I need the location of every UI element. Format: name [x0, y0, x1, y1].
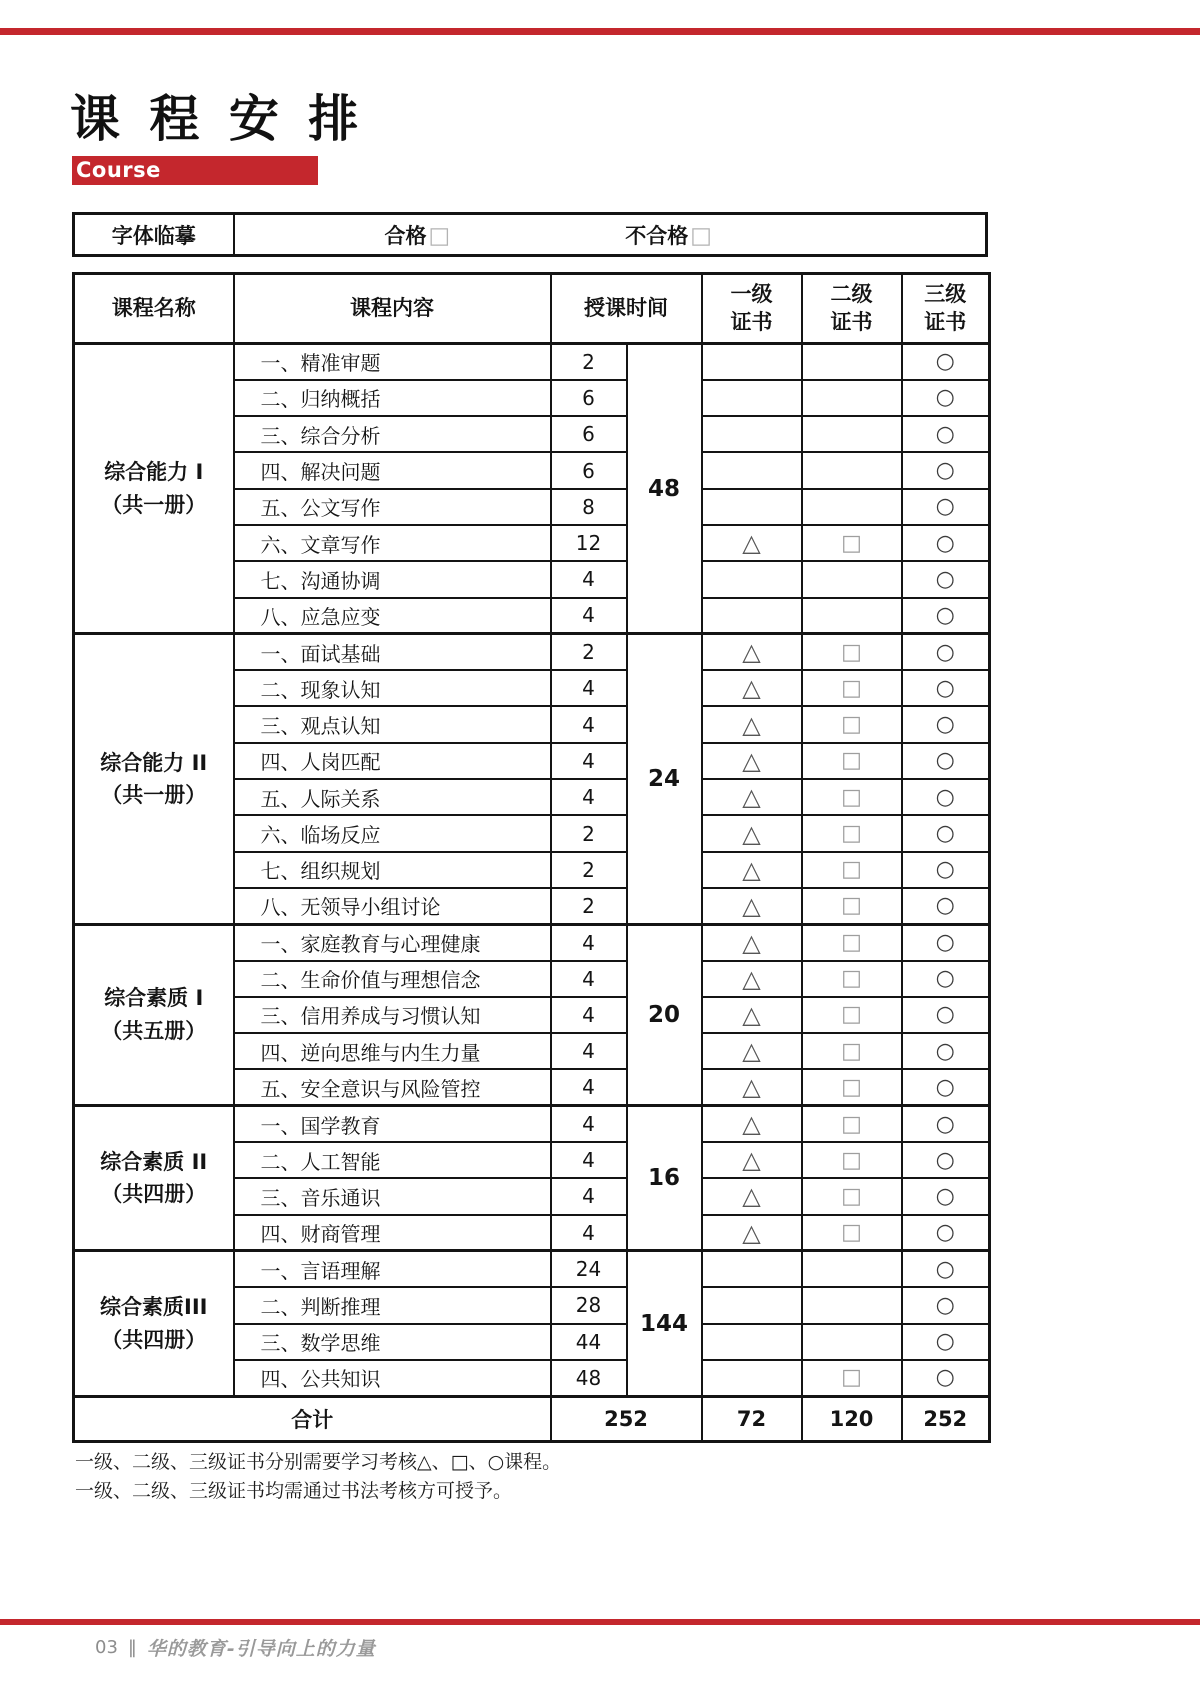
triangle-symbol: △: [742, 1146, 761, 1175]
section-name: [74, 344, 234, 634]
cert-cell-cert3: [902, 706, 990, 742]
cert-cell-cert2: [802, 1142, 902, 1178]
cert-cell-cert3: [902, 852, 990, 888]
cert-cell-cert2: [802, 452, 902, 488]
cert-cell-cert2: [802, 561, 902, 597]
triangle-symbol: △: [742, 891, 761, 920]
course-hours-cell: 48: [551, 1360, 627, 1396]
section-name: [74, 1251, 234, 1396]
cert-cell-cert3: [902, 997, 990, 1033]
course-hours-cell: 4: [551, 1033, 627, 1069]
cert-cell-cert2: [802, 779, 902, 815]
triangle-symbol: △: [742, 1110, 761, 1139]
circle-symbol: ○: [935, 748, 955, 774]
cert-cell-cert3: [902, 743, 990, 779]
footnote-line-1: 一级、二级、三级证书分别需要学习考核△、□、○课程。: [75, 1451, 562, 1473]
circle-symbol: ○: [935, 458, 955, 484]
footnotes: [75, 1448, 561, 1506]
course-content-cell: 三、观点认知: [234, 706, 551, 742]
triangle-symbol: △: [742, 1073, 761, 1102]
circle-symbol: ○: [935, 494, 955, 520]
cert-cell-cert1: [702, 598, 802, 634]
course-content-cell: 二、归纳概括: [234, 380, 551, 416]
cert-cell-cert2: [802, 961, 902, 997]
cert-cell-cert3: [902, 1106, 990, 1142]
pass-label: 合格: [384, 223, 427, 248]
course-hours-cell: 4: [551, 670, 627, 706]
course-hours-cell: 4: [551, 997, 627, 1033]
cert-cell-cert2: [802, 380, 902, 416]
cert-cell-cert3: [902, 1215, 990, 1251]
cert-cell-cert2: [802, 1106, 902, 1142]
cert-cell-cert1: [702, 380, 802, 416]
course-content-cell: 四、人岗匹配: [234, 743, 551, 779]
bottom-red-bar: [0, 1619, 1200, 1625]
triangle-symbol: △: [742, 746, 761, 775]
section-name-volume: （共一册）: [101, 783, 207, 808]
header-course-content: 课程内容: [234, 274, 551, 344]
section-name-volume: （共五册）: [101, 1018, 207, 1043]
fail-label: 不合格: [625, 223, 689, 248]
circle-symbol: ○: [935, 893, 955, 919]
cert-cell-cert1: [702, 489, 802, 525]
circle-symbol: ○: [935, 1111, 955, 1137]
circle-symbol: ○: [935, 1038, 955, 1064]
course-hours-cell: 6: [551, 452, 627, 488]
circle-symbol: ○: [935, 1147, 955, 1173]
circle-symbol: ○: [935, 385, 955, 411]
course-content-cell: 四、财商管理: [234, 1215, 551, 1251]
course-content-cell: 三、音乐通识: [234, 1178, 551, 1214]
circle-symbol: ○: [935, 349, 955, 375]
course-content-cell: 二、人工智能: [234, 1142, 551, 1178]
course-row: [74, 1106, 990, 1142]
cert-cell-cert2: [802, 997, 902, 1033]
cert-cell-cert3: [902, 1324, 990, 1360]
circle-symbol: ○: [935, 1183, 955, 1209]
cert-cell-cert3: [902, 1142, 990, 1178]
header-cert-level3-line2: 证书: [924, 309, 967, 334]
course-hours-cell: 4: [551, 961, 627, 997]
course-row: [74, 924, 990, 960]
circle-symbol: ○: [935, 712, 955, 738]
fail-option: [625, 220, 712, 250]
cert-cell-cert3: [902, 779, 990, 815]
cert-cell-cert1: [702, 997, 802, 1033]
circle-symbol: ○: [935, 675, 955, 701]
circle-symbol: ○: [935, 1002, 955, 1028]
course-content-cell: 五、公文写作: [234, 489, 551, 525]
total-cert-level1: 72: [702, 1396, 802, 1441]
triangle-symbol: △: [742, 964, 761, 993]
course-hours-cell: 4: [551, 1142, 627, 1178]
section-name-title: 综合素质 I: [104, 986, 204, 1011]
course-content-cell: 八、无领导小组讨论: [234, 888, 551, 924]
course-content-cell: 一、面试基础: [234, 634, 551, 670]
cert-cell-cert1: [702, 1215, 802, 1251]
fail-checkbox[interactable]: □: [690, 222, 712, 249]
cert-cell-cert3: [902, 1178, 990, 1214]
section-name: [74, 1106, 234, 1251]
total-cert-level3: 252: [902, 1396, 990, 1441]
header-cert-level3: [902, 274, 990, 344]
cert-cell-cert3: [902, 1287, 990, 1323]
cert-cell-cert2: [802, 1324, 902, 1360]
cert-cell-cert3: [902, 961, 990, 997]
cert-cell-cert3: [902, 380, 990, 416]
header-course-name: 课程名称: [74, 274, 234, 344]
footnote-line-2: 一级、二级、三级证书均需通过书法考核方可授予。: [75, 1480, 513, 1502]
course-content-cell: 六、文章写作: [234, 525, 551, 561]
page-footer: [95, 1634, 376, 1661]
course-content-cell: 七、沟通协调: [234, 561, 551, 597]
cert-cell-cert2: [802, 888, 902, 924]
course-content-cell: 五、人际关系: [234, 779, 551, 815]
cert-cell-cert1: [702, 961, 802, 997]
cert-cell-cert2: [802, 416, 902, 452]
course-content-cell: 四、解决问题: [234, 452, 551, 488]
cert-cell-cert1: [702, 670, 802, 706]
square-symbol: □: [841, 1147, 862, 1173]
cert-cell-cert3: [902, 924, 990, 960]
header-cert-level1-line2: 证书: [730, 309, 773, 334]
triangle-symbol: △: [742, 638, 761, 667]
course-hours-cell: 4: [551, 706, 627, 742]
course-hours-cell: 28: [551, 1287, 627, 1323]
course-content-cell: 一、家庭教育与心理健康: [234, 924, 551, 960]
course-content-cell: 三、综合分析: [234, 416, 551, 452]
cert-cell-cert3: [902, 598, 990, 634]
course-content-cell: 八、应急应变: [234, 598, 551, 634]
course-hours-cell: 4: [551, 1069, 627, 1105]
cert-cell-cert1: [702, 1069, 802, 1105]
section-name-title: 综合素质III: [100, 1294, 208, 1319]
cert-cell-cert3: [902, 1360, 990, 1396]
header-cert-level1: [702, 274, 802, 344]
triangle-symbol: △: [742, 1037, 761, 1066]
cert-cell-cert2: [802, 1033, 902, 1069]
cert-cell-cert3: [902, 1033, 990, 1069]
course-hours-cell: 4: [551, 598, 627, 634]
cert-cell-cert1: [702, 779, 802, 815]
cert-cell-cert2: [802, 1069, 902, 1105]
cert-cell-cert2: [802, 1251, 902, 1287]
circle-symbol: ○: [935, 1292, 955, 1318]
course-hours-cell: 4: [551, 1215, 627, 1251]
course-hours-cell: 2: [551, 815, 627, 851]
cert-cell-cert3: [902, 1251, 990, 1287]
square-symbol: □: [841, 857, 862, 883]
cert-cell-cert1: [702, 743, 802, 779]
cert-cell-cert1: [702, 344, 802, 380]
course-hours-cell: 2: [551, 852, 627, 888]
cert-cell-cert1: [702, 1178, 802, 1214]
cert-cell-cert3: [902, 416, 990, 452]
course-hours-cell: 44: [551, 1324, 627, 1360]
course-content-cell: 一、国学教育: [234, 1106, 551, 1142]
pass-option: [385, 220, 451, 250]
footer-separator: ‖: [127, 1637, 137, 1658]
cert-cell-cert1: [702, 1106, 802, 1142]
cert-cell-cert1: [702, 706, 802, 742]
section-total-hours: 144: [627, 1251, 702, 1396]
course-hours-cell: 4: [551, 924, 627, 960]
cert-cell-cert3: [902, 670, 990, 706]
square-symbol: □: [841, 712, 862, 738]
course-hours-cell: 2: [551, 344, 627, 380]
total-hours: 252: [551, 1396, 702, 1441]
square-symbol: □: [841, 639, 862, 665]
cert-cell-cert1: [702, 452, 802, 488]
triangle-symbol: △: [742, 928, 761, 957]
cert-cell-cert2: [802, 598, 902, 634]
cert-cell-cert2: [802, 525, 902, 561]
triangle-symbol: △: [742, 819, 761, 848]
course-content-cell: 一、精准审题: [234, 344, 551, 380]
course-table-header-row: [74, 274, 990, 344]
circle-symbol: ○: [935, 639, 955, 665]
course-hours-cell: 4: [551, 561, 627, 597]
page-subtitle-banner: Course Arrangement: [72, 156, 318, 185]
cert-cell-cert1: [702, 561, 802, 597]
course-hours-cell: 2: [551, 888, 627, 924]
header-cert-level2-line1: 二级: [830, 282, 873, 307]
course-content-cell: 三、信用养成与习惯认知: [234, 997, 551, 1033]
course-content-cell: 二、生命价值与理想信念: [234, 961, 551, 997]
course-content-cell: 一、言语理解: [234, 1251, 551, 1287]
course-hours-cell: 4: [551, 1178, 627, 1214]
cert-cell-cert2: [802, 815, 902, 851]
section-total-hours: 16: [627, 1106, 702, 1251]
cert-cell-cert2: [802, 670, 902, 706]
course-hours-cell: 4: [551, 743, 627, 779]
cert-cell-cert2: [802, 1215, 902, 1251]
square-symbol: □: [841, 1038, 862, 1064]
cert-cell-cert3: [902, 1069, 990, 1105]
circle-symbol: ○: [935, 1365, 955, 1391]
course-content-cell: 五、安全意识与风险管控: [234, 1069, 551, 1105]
course-row: [74, 1251, 990, 1287]
total-label: 合计: [74, 1396, 551, 1441]
section-name: [74, 924, 234, 1105]
square-symbol: □: [841, 1111, 862, 1137]
circle-symbol: ○: [935, 784, 955, 810]
triangle-symbol: △: [742, 674, 761, 703]
triangle-symbol: △: [742, 1182, 761, 1211]
section-name-title: 综合能力 I: [104, 460, 204, 485]
cert-cell-cert2: [802, 344, 902, 380]
course-hours-cell: 2: [551, 634, 627, 670]
circle-symbol: ○: [935, 530, 955, 556]
cert-cell-cert2: [802, 706, 902, 742]
course-content-cell: 七、组织规划: [234, 852, 551, 888]
course-row: [74, 634, 990, 670]
square-symbol: □: [841, 893, 862, 919]
section-name-title: 综合素质 II: [100, 1149, 208, 1174]
total-row: [74, 1396, 990, 1441]
triangle-symbol: △: [742, 1000, 761, 1029]
calligraphy-label: 字体临摹: [74, 214, 234, 256]
cert-cell-cert3: [902, 344, 990, 380]
cert-cell-cert2: [802, 634, 902, 670]
course-row: [74, 344, 990, 380]
circle-symbol: ○: [935, 1220, 955, 1246]
triangle-symbol: △: [742, 529, 761, 558]
cert-cell-cert3: [902, 489, 990, 525]
triangle-symbol: △: [742, 855, 761, 884]
course-content-cell: 二、判断推理: [234, 1287, 551, 1323]
course-content-cell: 二、现象认知: [234, 670, 551, 706]
cert-cell-cert1: [702, 1142, 802, 1178]
course-table: [72, 272, 991, 1443]
circle-symbol: ○: [935, 857, 955, 883]
triangle-symbol: △: [742, 1218, 761, 1247]
circle-symbol: ○: [935, 1256, 955, 1282]
square-symbol: □: [841, 1365, 862, 1391]
cert-cell-cert1: [702, 1033, 802, 1069]
square-symbol: □: [841, 784, 862, 810]
cert-cell-cert1: [702, 1360, 802, 1396]
course-hours-cell: 6: [551, 416, 627, 452]
course-content-cell: 四、逆向思维与内生力量: [234, 1033, 551, 1069]
triangle-symbol: △: [742, 783, 761, 812]
cert-cell-cert3: [902, 525, 990, 561]
circle-symbol: ○: [935, 421, 955, 447]
cert-cell-cert1: [702, 634, 802, 670]
cert-cell-cert1: [702, 525, 802, 561]
section-total-hours: 24: [627, 634, 702, 924]
circle-symbol: ○: [935, 930, 955, 956]
cert-cell-cert1: [702, 1251, 802, 1287]
header-teaching-time: 授课时间: [551, 274, 702, 344]
square-symbol: □: [841, 966, 862, 992]
course-hours-cell: 6: [551, 380, 627, 416]
cert-cell-cert3: [902, 561, 990, 597]
circle-symbol: ○: [935, 1329, 955, 1355]
cert-cell-cert2: [802, 489, 902, 525]
square-symbol: □: [841, 1183, 862, 1209]
cert-cell-cert1: [702, 416, 802, 452]
cert-cell-cert1: [702, 852, 802, 888]
section-total-hours: 48: [627, 344, 702, 634]
cert-cell-cert2: [802, 743, 902, 779]
cert-cell-cert3: [902, 888, 990, 924]
cert-cell-cert1: [702, 815, 802, 851]
footer-slogan: 华的教育-引导向上的力量: [146, 1638, 376, 1660]
square-symbol: □: [841, 1002, 862, 1028]
cert-cell-cert1: [702, 1324, 802, 1360]
square-symbol: □: [841, 675, 862, 701]
section-name-volume: （共四册）: [101, 1327, 207, 1352]
page-title: 课 程 安 排: [70, 90, 365, 148]
header-cert-level1-line1: 一级: [730, 282, 773, 307]
circle-symbol: ○: [935, 1074, 955, 1100]
square-symbol: □: [841, 748, 862, 774]
cert-cell-cert3: [902, 634, 990, 670]
section-name-volume: （共四册）: [101, 1182, 207, 1207]
course-content-cell: 四、公共知识: [234, 1360, 551, 1396]
course-hours-cell: 12: [551, 525, 627, 561]
square-symbol: □: [841, 930, 862, 956]
cert-cell-cert2: [802, 1178, 902, 1214]
header-cert-level2: [802, 274, 902, 344]
header-cert-level2-line2: 证书: [830, 309, 873, 334]
cert-cell-cert3: [902, 815, 990, 851]
cert-cell-cert1: [702, 888, 802, 924]
circle-symbol: ○: [935, 966, 955, 992]
header-cert-level3-line1: 三级: [924, 282, 967, 307]
square-symbol: □: [841, 530, 862, 556]
course-content-cell: 三、数学思维: [234, 1324, 551, 1360]
section-name: [74, 634, 234, 924]
cert-cell-cert2: [802, 852, 902, 888]
page-number: 03: [95, 1637, 118, 1658]
calligraphy-check-table: [72, 212, 988, 257]
cert-cell-cert3: [902, 452, 990, 488]
course-hours-cell: 8: [551, 489, 627, 525]
section-name-volume: （共一册）: [101, 492, 207, 517]
triangle-symbol: △: [742, 710, 761, 739]
total-cert-level2: 120: [802, 1396, 902, 1441]
top-red-bar: [0, 28, 1200, 35]
cert-cell-cert2: [802, 924, 902, 960]
course-hours-cell: 24: [551, 1251, 627, 1287]
section-name-title: 综合能力 II: [100, 750, 208, 775]
pass-checkbox[interactable]: □: [428, 222, 451, 249]
calligraphy-row: [74, 214, 987, 256]
course-content-cell: 六、临场反应: [234, 815, 551, 851]
course-hours-cell: 4: [551, 779, 627, 815]
square-symbol: □: [841, 1220, 862, 1246]
square-symbol: □: [841, 821, 862, 846]
cert-cell-cert2: [802, 1360, 902, 1396]
cert-cell-cert1: [702, 924, 802, 960]
circle-symbol: ○: [935, 821, 955, 846]
square-symbol: □: [841, 1074, 862, 1100]
circle-symbol: ○: [935, 566, 955, 592]
section-total-hours: 20: [627, 924, 702, 1105]
circle-symbol: ○: [935, 602, 955, 628]
cert-cell-cert1: [702, 1287, 802, 1323]
cert-cell-cert2: [802, 1287, 902, 1323]
course-hours-cell: 4: [551, 1106, 627, 1142]
